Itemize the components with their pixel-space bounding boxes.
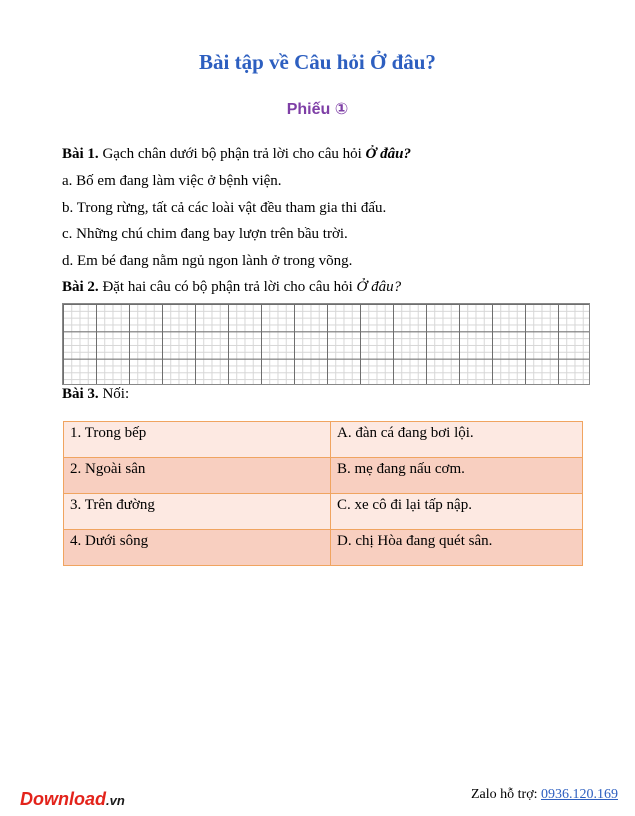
exercise-1-item-a: a. Bố em đang làm việc ở bệnh viện. xyxy=(62,173,282,189)
matching-left-cell[interactable]: 2. Ngoài sân xyxy=(64,458,331,494)
exercise-3-prompt xyxy=(62,386,129,403)
exercise-2-text: Đặt hai câu có bộ phận trả lời cho câu hỏi xyxy=(98,279,357,295)
table-row xyxy=(64,494,583,530)
matching-table xyxy=(63,421,583,566)
exercise-1-item-c: c. Những chú chim đang bay lượn trên bầu trời. xyxy=(62,226,348,242)
support-contact xyxy=(471,787,618,803)
support-phone-link[interactable]: 0936.120.169 xyxy=(541,787,618,802)
exercise-2-label: Bài 2. xyxy=(62,279,99,295)
matching-right-cell[interactable]: B. mẹ đang nấu cơm. xyxy=(331,458,583,494)
matching-right-cell[interactable]: C. xe cô đi lại tấp nập. xyxy=(331,494,583,530)
exercise-1-text: Gạch chân dưới bộ phận trả lời cho câu hỏi xyxy=(98,146,366,162)
support-label: Zalo hỗ trợ: xyxy=(471,787,541,802)
matching-left-cell[interactable]: 3. Trên đường xyxy=(64,494,331,530)
exercise-1-question: Ở đâu? xyxy=(365,146,411,162)
exercise-3-label: Bài 3. xyxy=(62,386,99,402)
table-row xyxy=(64,422,583,458)
exercise-1-item-b: b. Trong rừng, tất cả các loài vật đều tham gia thi đấu. xyxy=(62,200,387,216)
writing-grid[interactable] xyxy=(62,303,590,385)
page-title: Bài tập về Câu hỏi Ở đâu? xyxy=(199,50,436,74)
matching-right-cell[interactable]: A. đàn cá đang bơi lội. xyxy=(331,422,583,458)
download-logo[interactable] xyxy=(20,789,125,810)
worksheet-subtitle: Phiếu ① xyxy=(286,101,349,118)
logo-domain-text: .vn xyxy=(106,793,125,808)
table-row xyxy=(64,458,583,494)
matching-left-cell[interactable]: 1. Trong bếp xyxy=(64,422,331,458)
exercise-1-label: Bài 1. xyxy=(62,146,99,162)
exercise-2-prompt xyxy=(62,279,401,296)
logo-main-text: Download xyxy=(20,789,106,809)
exercise-3-text: Nối: xyxy=(98,386,130,402)
exercise-1-prompt xyxy=(62,146,411,163)
exercise-2-question: Ở đâu? xyxy=(356,279,402,295)
exercise-1-item-d: d. Em bé đang nằm ngủ ngon lành ở trong võng. xyxy=(62,253,353,269)
table-row xyxy=(64,530,583,566)
matching-left-cell[interactable]: 4. Dưới sông xyxy=(64,530,331,566)
matching-right-cell[interactable]: D. chị Hòa đang quét sân. xyxy=(331,530,583,566)
